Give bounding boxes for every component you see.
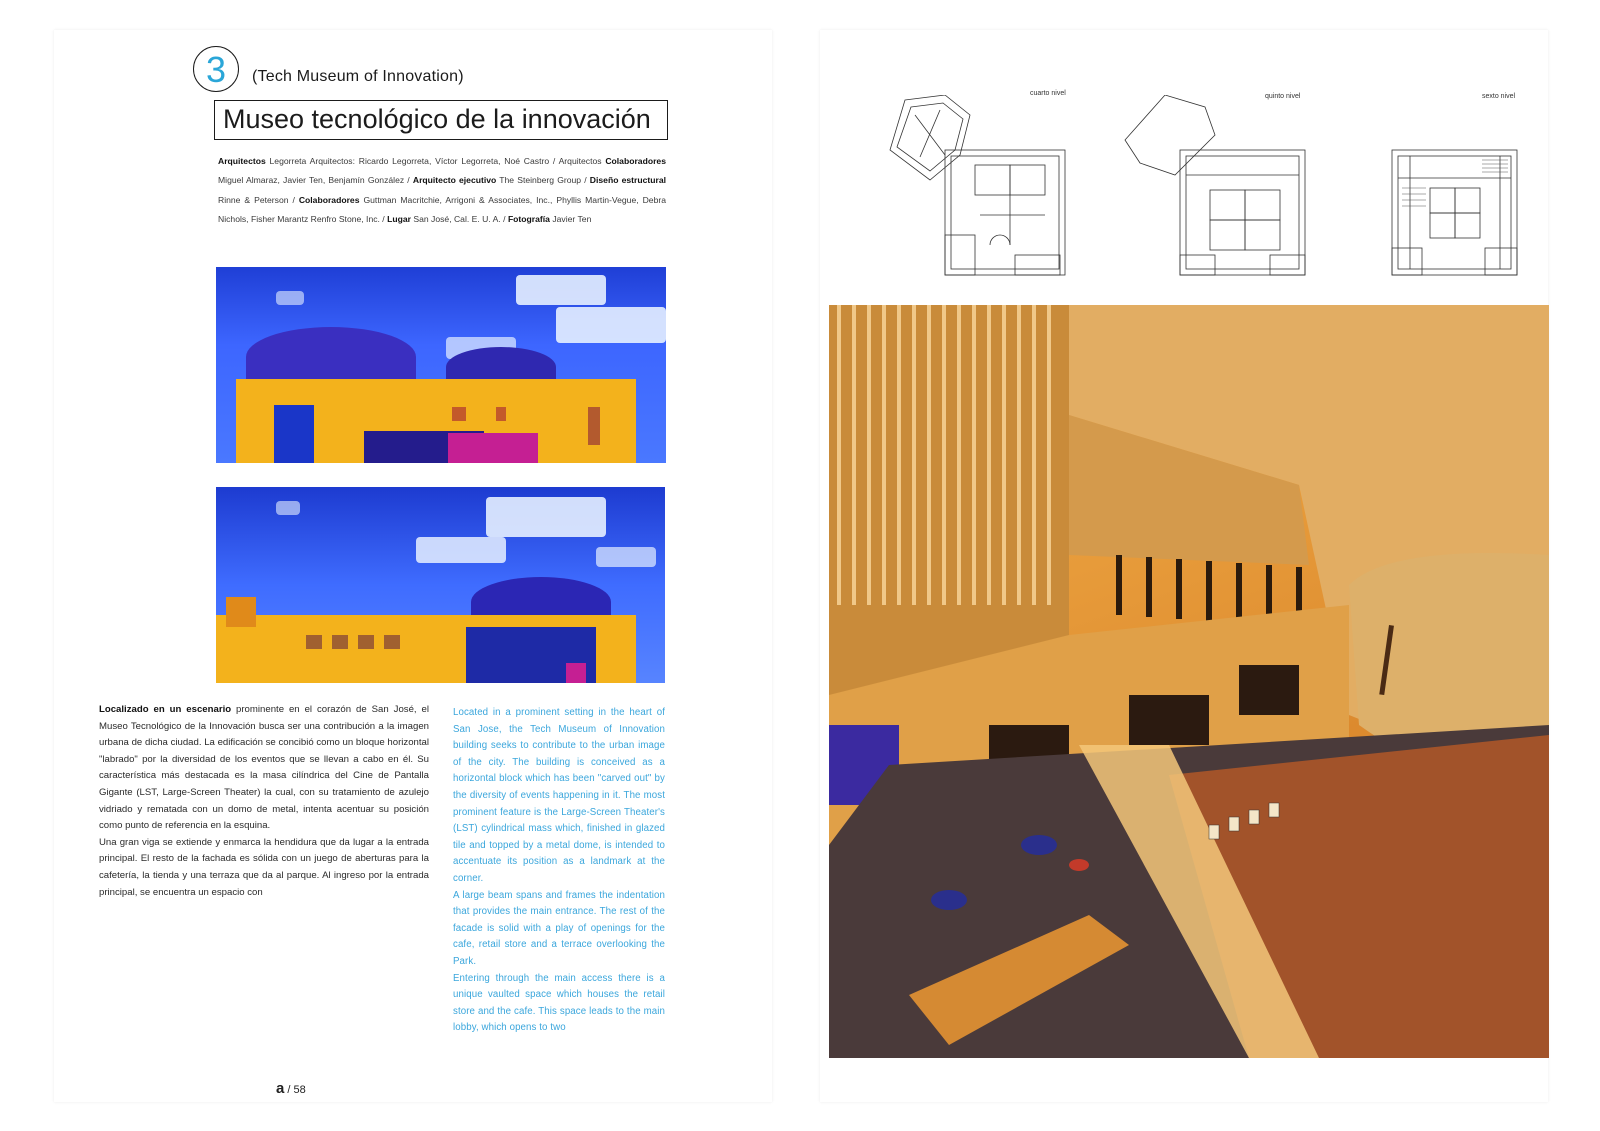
structural-design-label: Diseño estructural	[589, 175, 667, 186]
plan-label-fourth-level: cuarto nivel	[1030, 90, 1066, 97]
floor-plan-sixth-level	[1390, 148, 1520, 283]
museum-exterior-photo-top	[216, 267, 666, 463]
body-en-paragraph-1: Located in a prominent setting in the heart of San Jose, the Tech Museum of Innovation building seeks to contribute to the urban image of the city. The building is conceived as a horizontal block which has been "carved out" by the diversity of events happening in it. The most prominent feature is the Large-Screen Theater's (LST) cylindrical mass which, finished in glazed tile and topped by a metal dome, is intended to accentuate its position as a landmark at the corner.	[453, 707, 665, 884]
photography-value: Javier Ten	[552, 214, 592, 225]
atrium-interior-photo	[829, 305, 1549, 1058]
structural-design-value: Rinne & Peterson /	[218, 194, 295, 205]
chapter-number: 3	[193, 46, 239, 92]
body-text-english	[453, 705, 665, 1037]
collaborators-value: Miguel Almaraz, Javier Ten, Benjamín González /	[218, 175, 410, 186]
article-subtitle: (Tech Museum of Innovation)	[252, 68, 464, 85]
photography-label: Fotografía	[507, 214, 550, 225]
collaborators2-value: Guttman Macritchie, Arrigoni & Associates, Inc., Phyllis Martin-Vegue, Debra Nichols, Fisher Marantz Renfro Stone, Inc. /	[218, 194, 667, 225]
plan-label-fifth-level: quinto nivel	[1265, 93, 1301, 100]
folio-page-number: / 58	[287, 1084, 306, 1096]
floor-plan-fourth-level	[885, 95, 1075, 280]
executive-architect-value: The Steinberg Group /	[499, 175, 587, 186]
floor-plan-fifth-level	[1120, 95, 1310, 280]
page-folio	[276, 1080, 306, 1097]
architects-label: Arquitectos	[218, 156, 266, 166]
body-es-paragraph-1: prominente en el corazón de San José, el Museo Tecnológico de la Innovación busca ser una contribución a la imagen urbana de dicha ciudad. La edificación se concibió como un bloque horizontal "labrado" por la diversidad de los eventos que se llevan a cabo en él. Su característica más destacada es la masa cilíndrica del Cine de Pantalla Gigante (LST, Large-Screen Theater) la cual, con su tratamiento de azulejo vidriado y rematada con un domo de metal, intenta acentuar su posición como punto de referencia en la esquina.	[99, 704, 429, 832]
body-es-lead: Localizado en un escenario	[99, 704, 232, 715]
location-value: San José, Cal. E. U. A. /	[413, 214, 506, 225]
folio-mark: a	[276, 1080, 285, 1097]
body-es-paragraph-2: Una gran viga se extiende y enmarca la hendidura que da lugar a la entrada principal. El resto de la fachada es sólida con un juego de aberturas para la cafetería, la tienda y una terraza que da al parque. Al ingreso por la entrada principal, se encuentra un espacio con	[99, 836, 429, 898]
body-text-spanish	[99, 702, 429, 901]
executive-architect-label: Arquitecto ejecutivo	[412, 175, 497, 186]
body-en-paragraph-3: Entering through the main access there is a unique vaulted space which houses the retail store and the cafe. This space leads to the main lobby, which opens to two	[453, 972, 665, 1034]
location-label: Lugar	[387, 214, 411, 225]
architects-value: Legorreta Arquitectos: Ricardo Legorreta, Víctor Legorreta, Noé Castro / Arquitectos	[269, 156, 602, 166]
credits-block	[218, 152, 666, 230]
museum-exterior-photo-bottom	[216, 487, 665, 683]
collaborators2-label: Colaboradores	[298, 194, 360, 205]
article-title: Museo tecnológico de la innovación	[214, 100, 668, 140]
body-en-paragraph-2: A large beam spans and frames the indentation that provides the main entrance. The rest of the facade is solid with a play of openings for the cafe, retail store and a terrace overlooking the Park.	[453, 889, 665, 967]
collaborators-label: Colaboradores	[605, 156, 666, 166]
plan-label-sixth-level: sexto nivel	[1482, 93, 1516, 100]
